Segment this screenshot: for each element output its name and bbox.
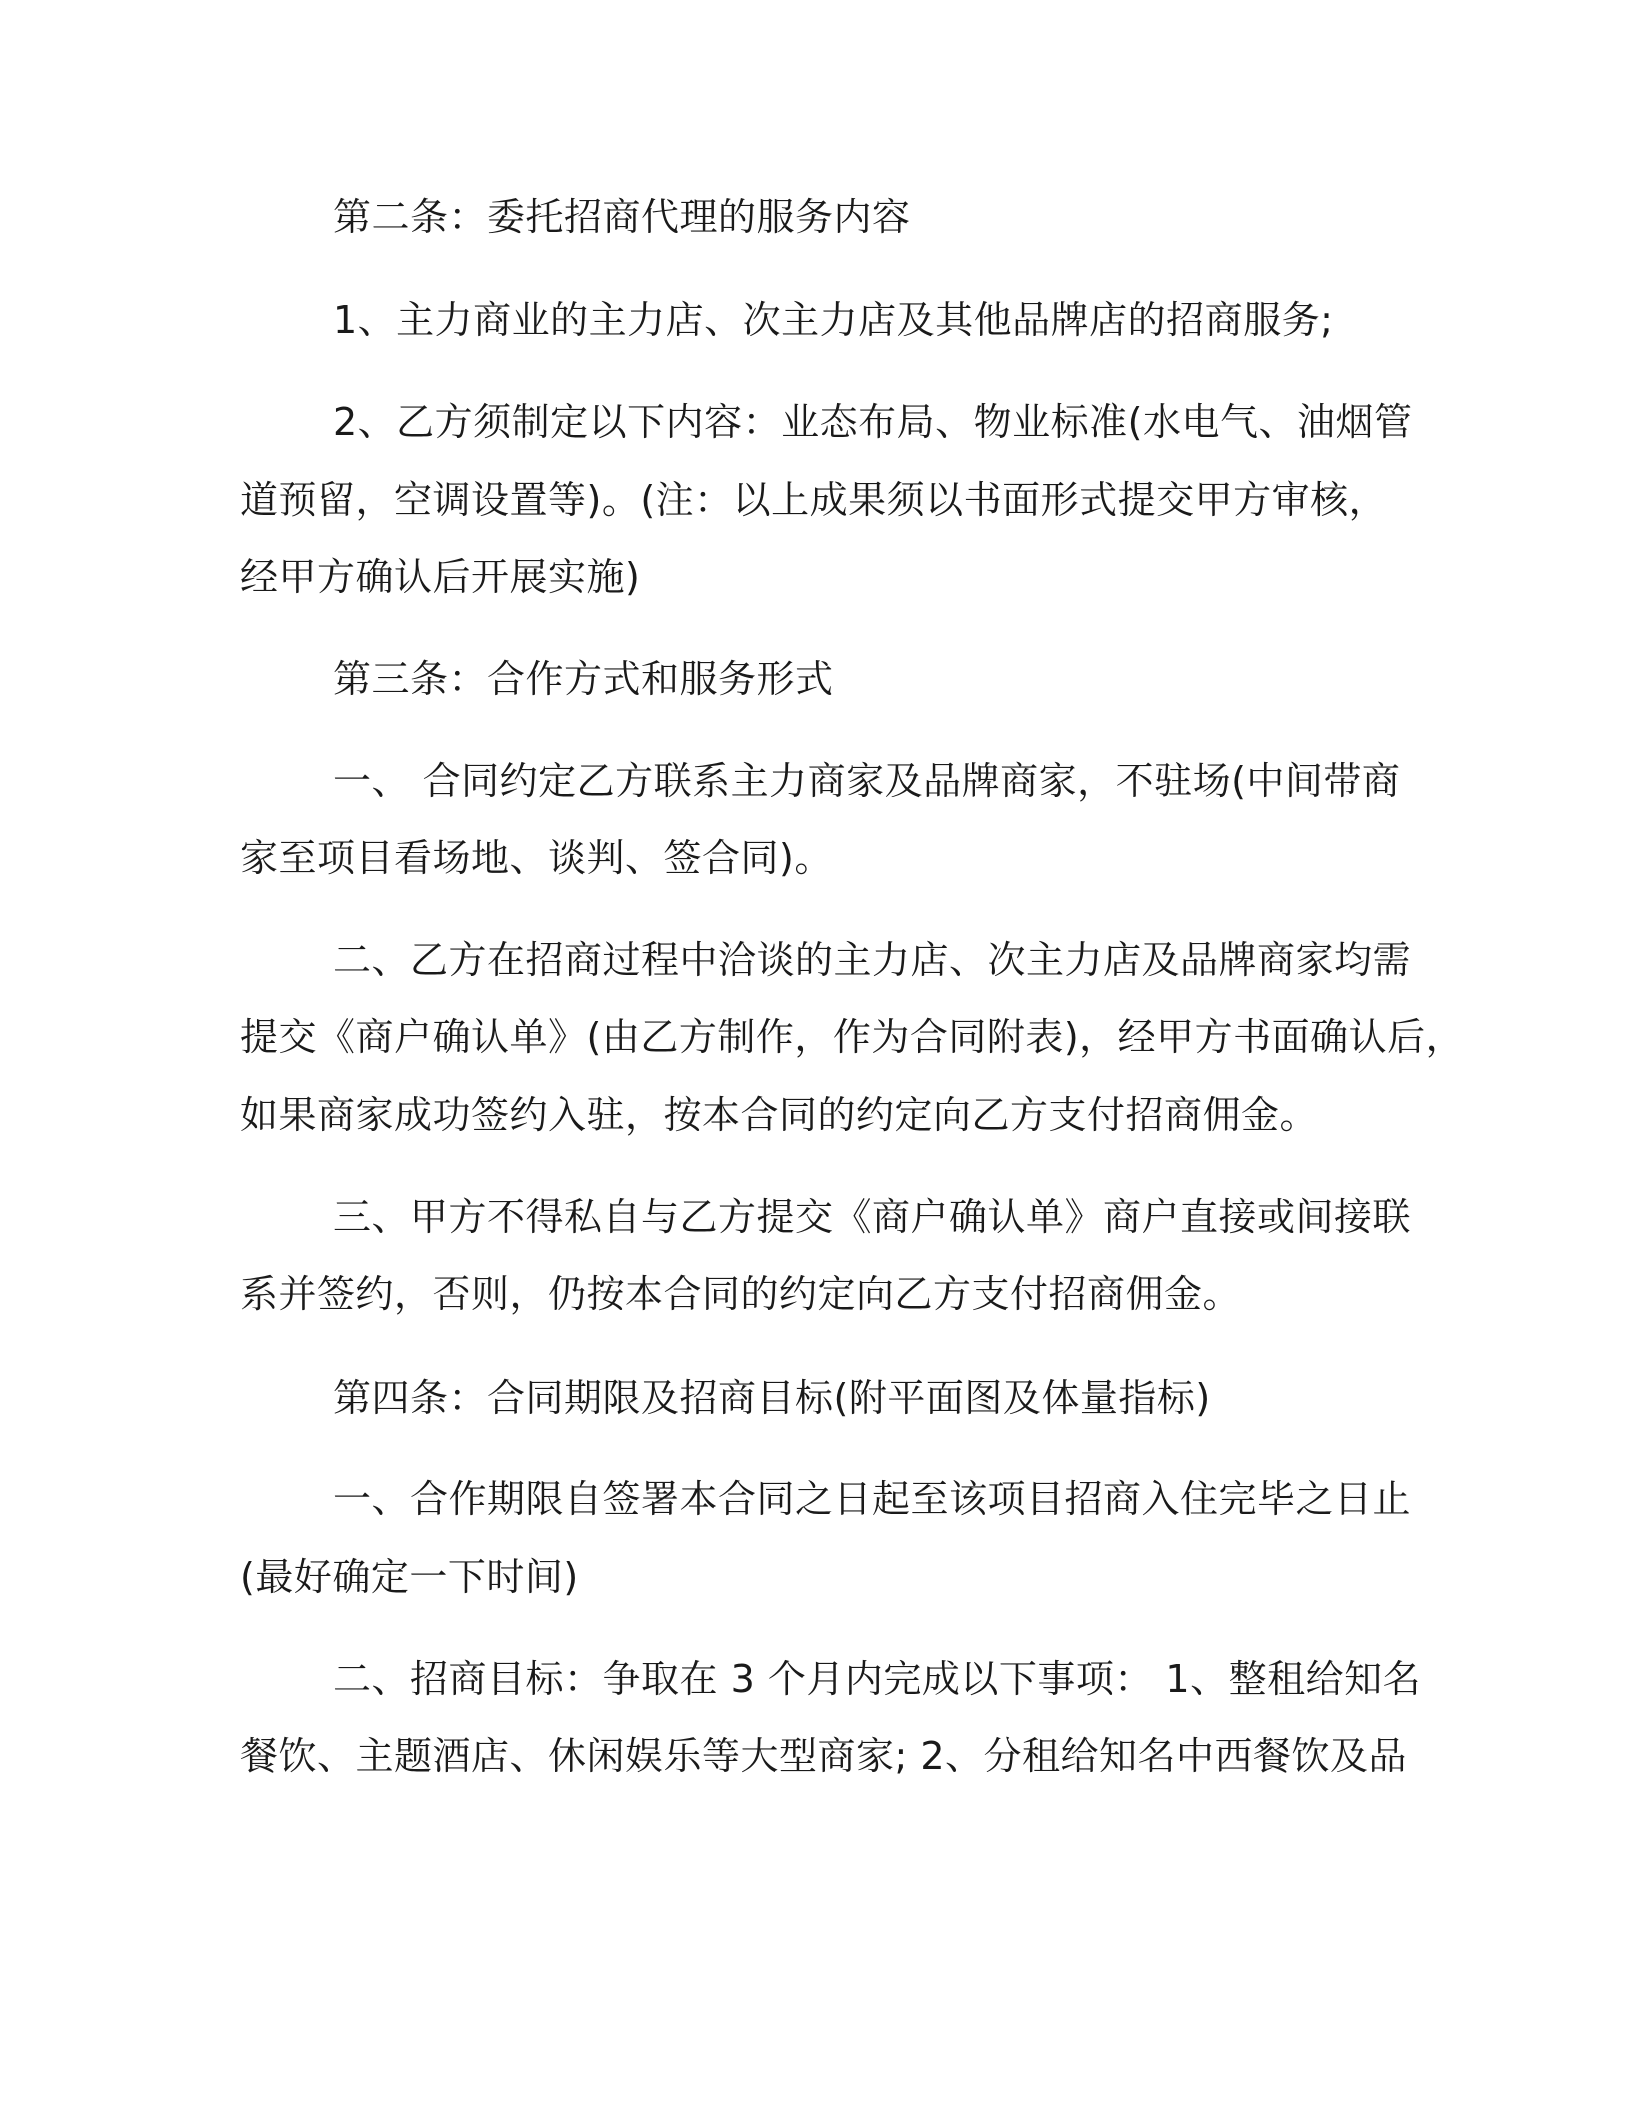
article-3-item-2-line-1: 二、乙方在招商过程中洽谈的主力店、次主力店及品牌商家均需 (333, 938, 1412, 982)
article-2-item-2-line-3: 经甲方确认后开展实施) (240, 555, 641, 599)
article-3-item-2-line-3: 如果商家成功签约入驻，按本合同的约定向乙方支付招商佣金。 (240, 1093, 1319, 1137)
article-3-item-2-line-2: 提交《商户确认单》(由乙方制作，作为合同附表)，经甲方书面确认后， (240, 1015, 1465, 1059)
article-3-heading: 第三条：合作方式和服务形式 (333, 657, 834, 701)
article-4-item-2-line-2: 餐饮、主题酒店、休闲娱乐等大型商家; 2、分租给知名中西餐饮及品 (240, 1734, 1408, 1778)
article-4-item-2-line-1: 二、招商目标：争取在 3 个月内完成以下事项： 1、整租给知名 (333, 1657, 1422, 1701)
article-3-item-1-line-2: 家至项目看场地、谈判、签合同)。 (240, 836, 833, 880)
article-3-item-1-line-1: 一、 合同约定乙方联系主力商家及品牌商家，不驻场(中间带商 (333, 759, 1401, 803)
article-2-item-2-line-1: 2、乙方须制定以下内容：业态布局、物业标准(水电气、油烟管 (333, 400, 1413, 444)
article-3-item-3-line-2: 系并签约，否则，仍按本合同的约定向乙方支付招商佣金。 (240, 1272, 1242, 1316)
article-4-item-1-line-2: (最好确定一下时间) (240, 1555, 579, 1599)
article-3-item-3-line-1: 三、甲方不得私自与乙方提交《商户确认单》商户直接或间接联 (333, 1195, 1412, 1239)
article-2-item-1: 1、主力商业的主力店、次主力店及其他品牌店的招商服务; (333, 298, 1334, 342)
article-2-item-2-line-2: 道预留，空调设置等)。(注：以上成果须以书面形式提交甲方审核， (240, 478, 1388, 522)
article-4-heading: 第四条：合同期限及招商目标(附平面图及体量指标) (333, 1376, 1211, 1420)
article-4-item-1-line-1: 一、合作期限自签署本合同之日起至该项目招商入住完毕之日止 (333, 1477, 1412, 1521)
article-2-heading: 第二条：委托招商代理的服务内容 (333, 195, 911, 239)
